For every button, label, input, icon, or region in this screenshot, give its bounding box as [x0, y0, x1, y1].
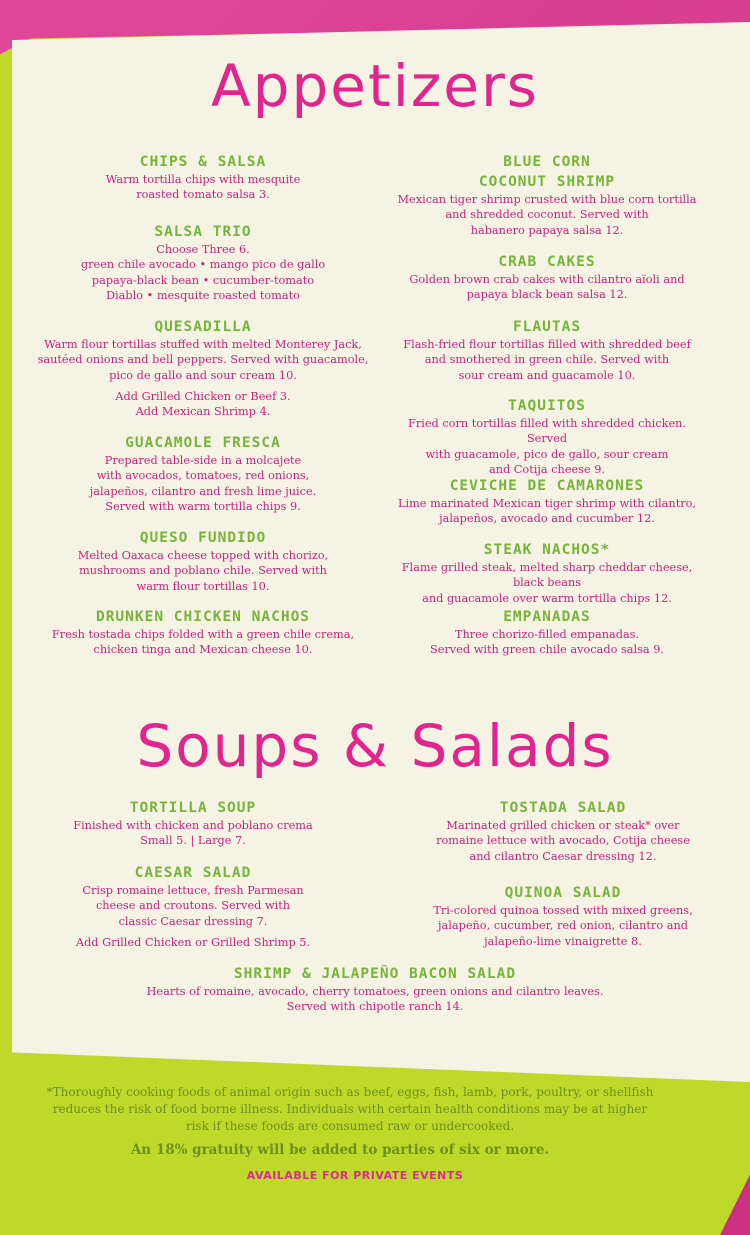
menu-item: [392, 252, 702, 303]
menu-item: [30, 607, 376, 658]
item-desc: Choose Three 6. green chile avocado • mango pico de gallo papaya-black bean • cucumber-tomato Diablo • mesquite roasted tomato: [80, 243, 326, 302]
item-desc: Flash-fried flour tortillas filled with shredded beef and smothered in green chile. Served with sour cream and guacamole 10.: [403, 338, 691, 382]
item-name: CRAB CAKES: [498, 254, 596, 270]
menu-item: [392, 607, 702, 658]
menu-item: [100, 964, 650, 1015]
item-name: EMPANADAS: [503, 609, 591, 625]
item-desc: Warm tortilla chips with mesquite roasted tomato salsa 3.: [105, 173, 301, 202]
menu-item: [392, 540, 702, 606]
item-name: FLAUTAS: [512, 319, 582, 335]
menu-item: [392, 476, 702, 527]
menu-item: [392, 152, 702, 238]
item-name: SALSA TRIO: [154, 224, 252, 240]
item-name: QUESO FUNDIDO: [139, 530, 267, 546]
item-name: BLUE CORN COCONUT SHRIMP: [478, 154, 616, 190]
menu-item: [408, 883, 718, 949]
menu-item: [392, 396, 702, 477]
item-name: DRUNKEN CHICKEN NACHOS: [95, 609, 311, 625]
item-desc: Flame grilled steak, melted sharp cheddar cheese, black beans and guacamole over warm tortilla chips 12.: [401, 561, 693, 605]
menu-item: [30, 528, 376, 594]
private-events-label: AVAILABLE FOR PRIVATE EVENTS: [246, 1169, 464, 1182]
item-name: QUINOA SALAD: [504, 885, 622, 901]
item-name: TOSTADA SALAD: [499, 800, 627, 816]
item-desc: Marinated grilled chicken or steak* over romaine lettuce with avocado, Cotija cheese and cilantro Caesar dressing 12.: [436, 819, 690, 863]
item-desc: Lime marinated Mexican tiger shrimp with cilantro, jalapeños, avocado and cucumber 12.: [397, 497, 697, 526]
item-desc: Three chorizo-filled empanadas. Served with green chile avocado salsa 9.: [429, 628, 665, 657]
item-name: CHIPS & SALSA: [139, 154, 267, 170]
menu-item: [30, 152, 376, 203]
item-desc: Mexican tiger shrimp crusted with blue corn tortilla and shredded coconut. Served with habanero papaya salsa 12.: [397, 193, 697, 237]
item-addon: Add Grilled Chicken or Grilled Shrimp 5.: [75, 935, 311, 949]
item-addon: Add Grilled Chicken or Beef 3. Add Mexican Shrimp 4.: [115, 389, 291, 419]
menu-item: [30, 433, 376, 514]
menu-item: [20, 863, 366, 950]
item-desc: Tri-colored quinoa tossed with mixed greens, jalapeño, cucumber, red onion, cilantro and jalapeño-lime vinaigrette 8.: [433, 904, 693, 948]
menu-item: [20, 798, 366, 849]
soups-salads-heading: Soups & Salads: [136, 712, 614, 780]
item-desc: Fresh tostada chips folded with a green chile crema, chicken tinga and Mexican cheese 10.: [51, 628, 355, 657]
item-name: SHRIMP & JALAPEÑO BACON SALAD: [233, 966, 517, 982]
appetizers-heading: Appetizers: [210, 52, 540, 120]
food-safety-disclaimer: *Thoroughly cooking foods of animal origin such as beef, eggs, fish, lamb, pork, poultry, or shellfish reduces the risk of food borne illness. Individuals with certain health conditions may be at higher risk if these foods are consumed raw or undercooked.: [46, 1085, 654, 1133]
item-desc: Melted Oaxaca cheese topped with chorizo, mushrooms and poblano chile. Served with warm flour tortillas 10.: [77, 549, 329, 593]
item-name: GUACAMOLE FRESCA: [125, 435, 281, 451]
item-name: CEVICHE DE CAMARONES: [449, 478, 645, 494]
menu-item: [30, 317, 376, 419]
item-name: TAQUITOS: [508, 398, 586, 414]
menu-item: [30, 222, 376, 303]
item-desc: Warm flour tortillas stuffed with melted Monterey Jack, sautéed onions and bell peppers. Served with guacamole, pico de gallo and sour cream 10.: [37, 338, 369, 382]
gratuity-notice: An 18% gratuity will be added to parties of six or more.: [130, 1142, 550, 1158]
item-name: TORTILLA SOUP: [129, 800, 257, 816]
item-name: CAESAR SALAD: [134, 865, 252, 881]
menu-item: [392, 317, 702, 383]
item-desc: Golden brown crab cakes with cilantro aïoli and papaya black bean salsa 12.: [409, 273, 685, 302]
item-desc: Prepared table-side in a molcajete with avocados, tomatoes, red onions, jalapeños, cilantro and fresh lime juice. Served with warm tortilla chips 9.: [89, 454, 317, 513]
item-desc: Finished with chicken and poblano crema Small 5. | Large 7.: [73, 819, 313, 848]
item-desc: Fried corn tortillas filled with shredded chicken. Served with guacamole, pico de gallo, sour cream and Cotija cheese 9.: [407, 417, 687, 476]
item-name: STEAK NACHOS*: [483, 542, 611, 558]
item-desc: Crisp romaine lettuce, fresh Parmesan cheese and croutons. Served with classic Caesar dressing 7.: [82, 884, 304, 928]
menu-item: [408, 798, 718, 864]
item-name: QUESADILLA: [154, 319, 252, 335]
item-desc: Hearts of romaine, avocado, cherry tomatoes, green onions and cilantro leaves. Served with chipotle ranch 14.: [146, 985, 604, 1014]
